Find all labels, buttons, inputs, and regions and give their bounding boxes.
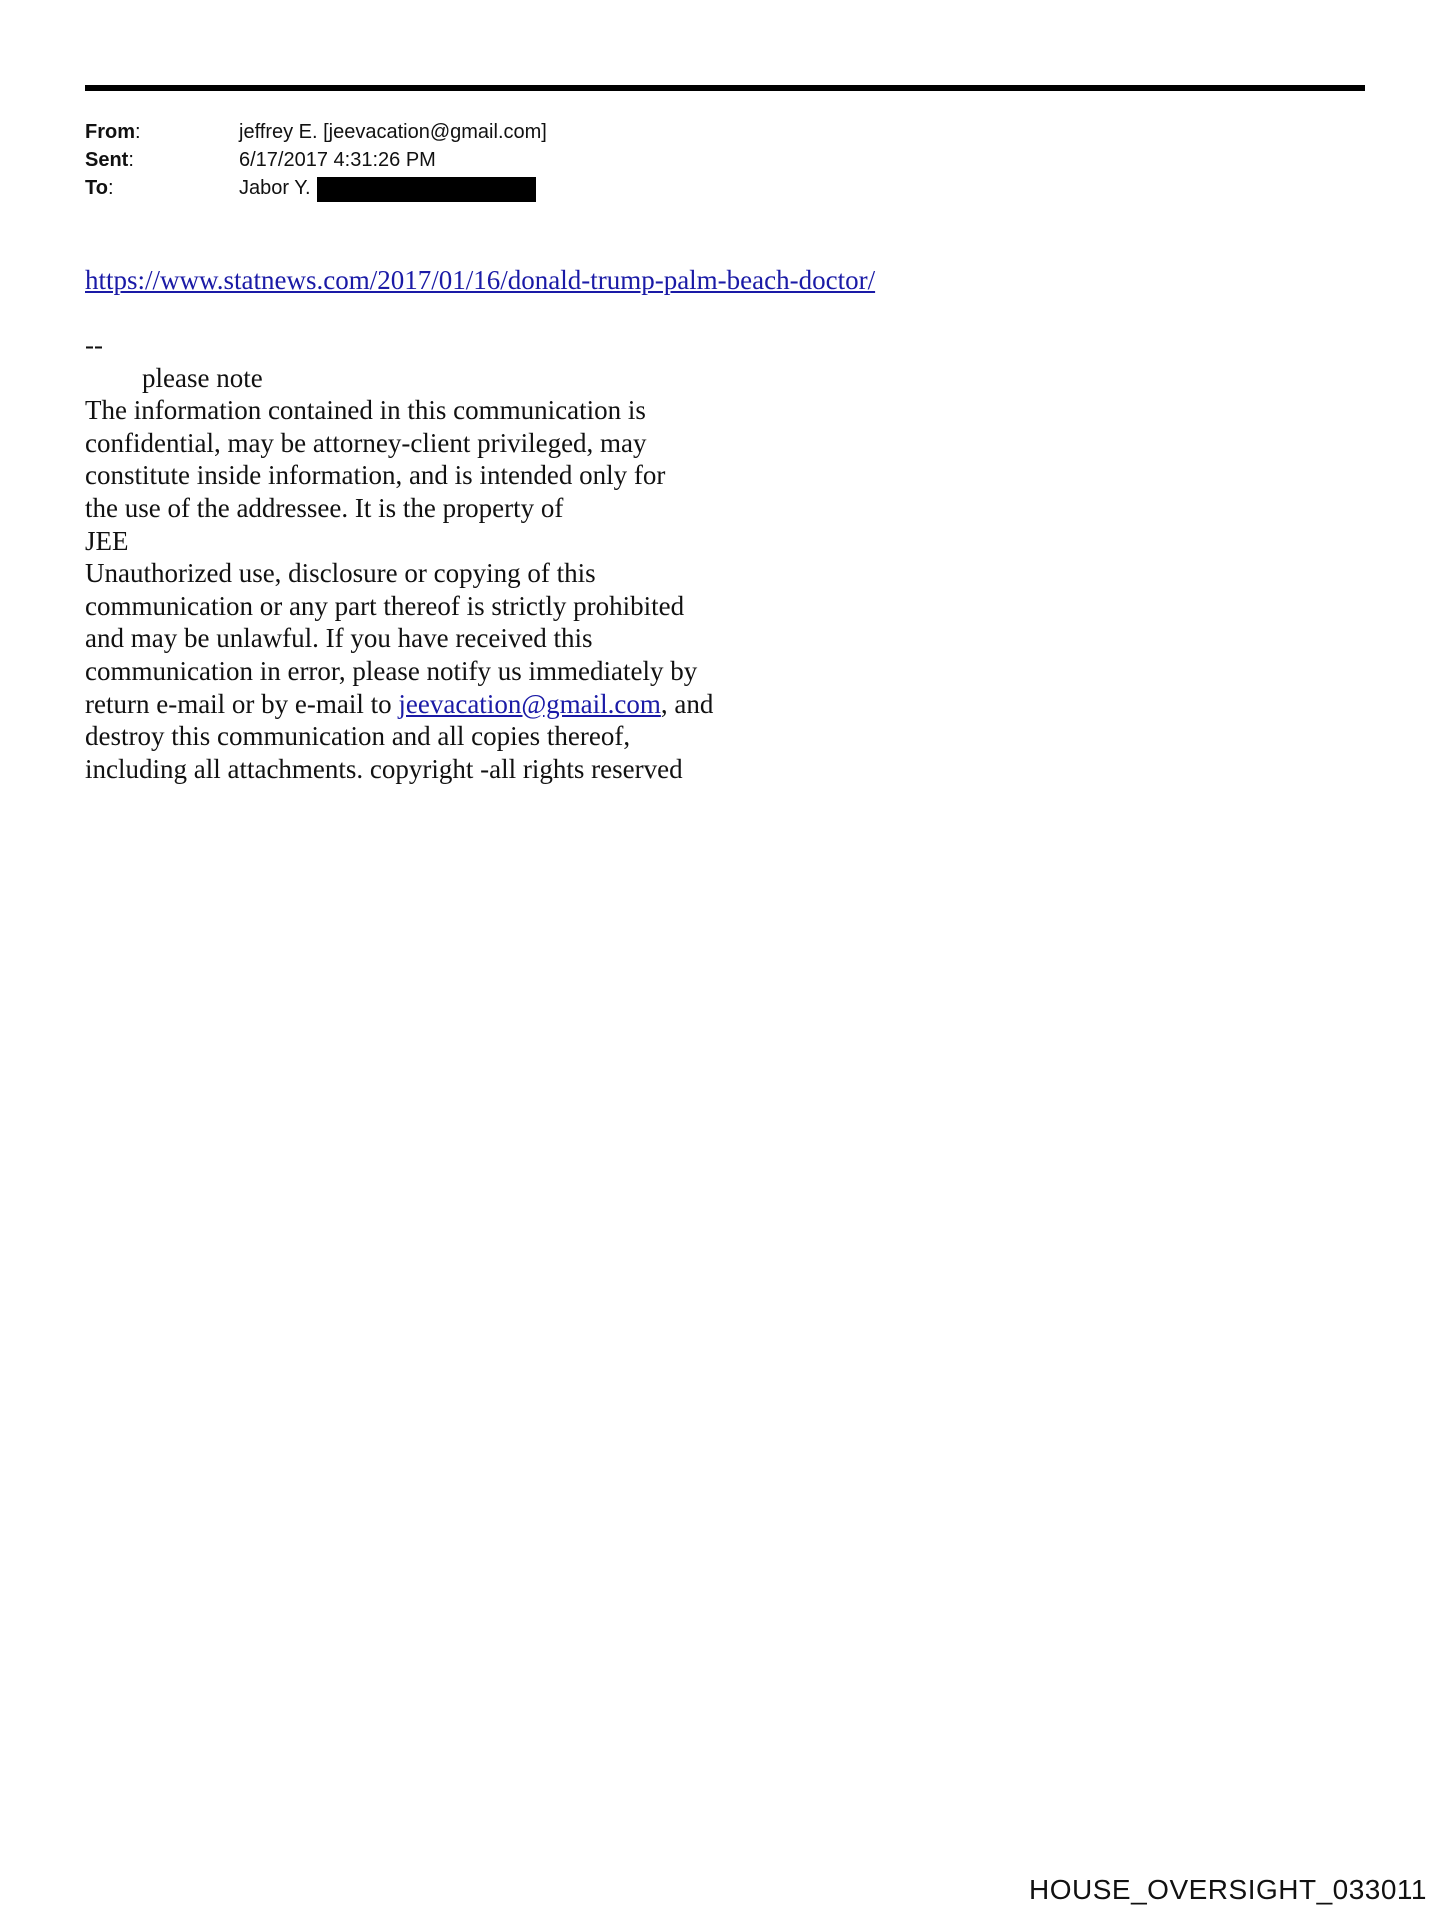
- from-row: [85, 118, 547, 146]
- email-line-prefix: return e-mail or by e-mail to: [85, 688, 399, 719]
- from-value: jeffrey E. [jeevacation@gmail.com]: [239, 121, 547, 143]
- disclaimer-line: destroy this communication and all copies thereof,: [85, 721, 631, 752]
- to-label: To:: [85, 177, 114, 199]
- disclaimer-line: Unauthorized use, disclosure or copying of this: [85, 558, 596, 589]
- sent-label: Sent:: [85, 149, 134, 171]
- disclaimer-line: constitute inside information, and is intended only for: [85, 460, 666, 491]
- email-body: [85, 329, 805, 785]
- sent-row: [85, 146, 547, 174]
- disclaimer-line: JEE: [85, 525, 129, 556]
- email-link[interactable]: jeevacation@gmail.com: [398, 688, 661, 719]
- to-value: Jabor Y.: [239, 177, 311, 199]
- email-line-suffix: , and: [660, 688, 714, 719]
- article-link-line: [85, 263, 875, 297]
- disclaimer-line: confidential, may be attorney-client privileged, may: [85, 427, 647, 458]
- disclaimer-line: the use of the addressee. It is the property of: [85, 492, 564, 523]
- disclaimer-line: The information contained in this communication is: [85, 395, 646, 426]
- disclaimer-line: communication or any part thereof is strictly prohibited: [85, 590, 685, 621]
- disclaimer-line: communication in error, please notify us immediately by: [85, 655, 698, 686]
- article-link[interactable]: https://www.statnews.com/2017/01/16/donald-trump-palm-beach-doctor/: [85, 265, 876, 295]
- document-id: HOUSE_OVERSIGHT_033011: [1029, 1874, 1427, 1905]
- redaction-box: [317, 177, 536, 202]
- header-rule: [85, 85, 1365, 91]
- disclaimer-line: and may be unlawful. If you have received this: [85, 623, 593, 654]
- signature-separator: --: [85, 330, 103, 360]
- to-row: [85, 174, 547, 202]
- sent-value: 6/17/2017 4:31:26 PM: [239, 149, 436, 171]
- disclaimer-email-line: [85, 688, 805, 721]
- please-note: please note: [142, 362, 263, 393]
- email-header: [85, 118, 547, 202]
- disclaimer-line: including all attachments. copyright -all rights reserved: [85, 753, 683, 784]
- from-label: From:: [85, 121, 141, 143]
